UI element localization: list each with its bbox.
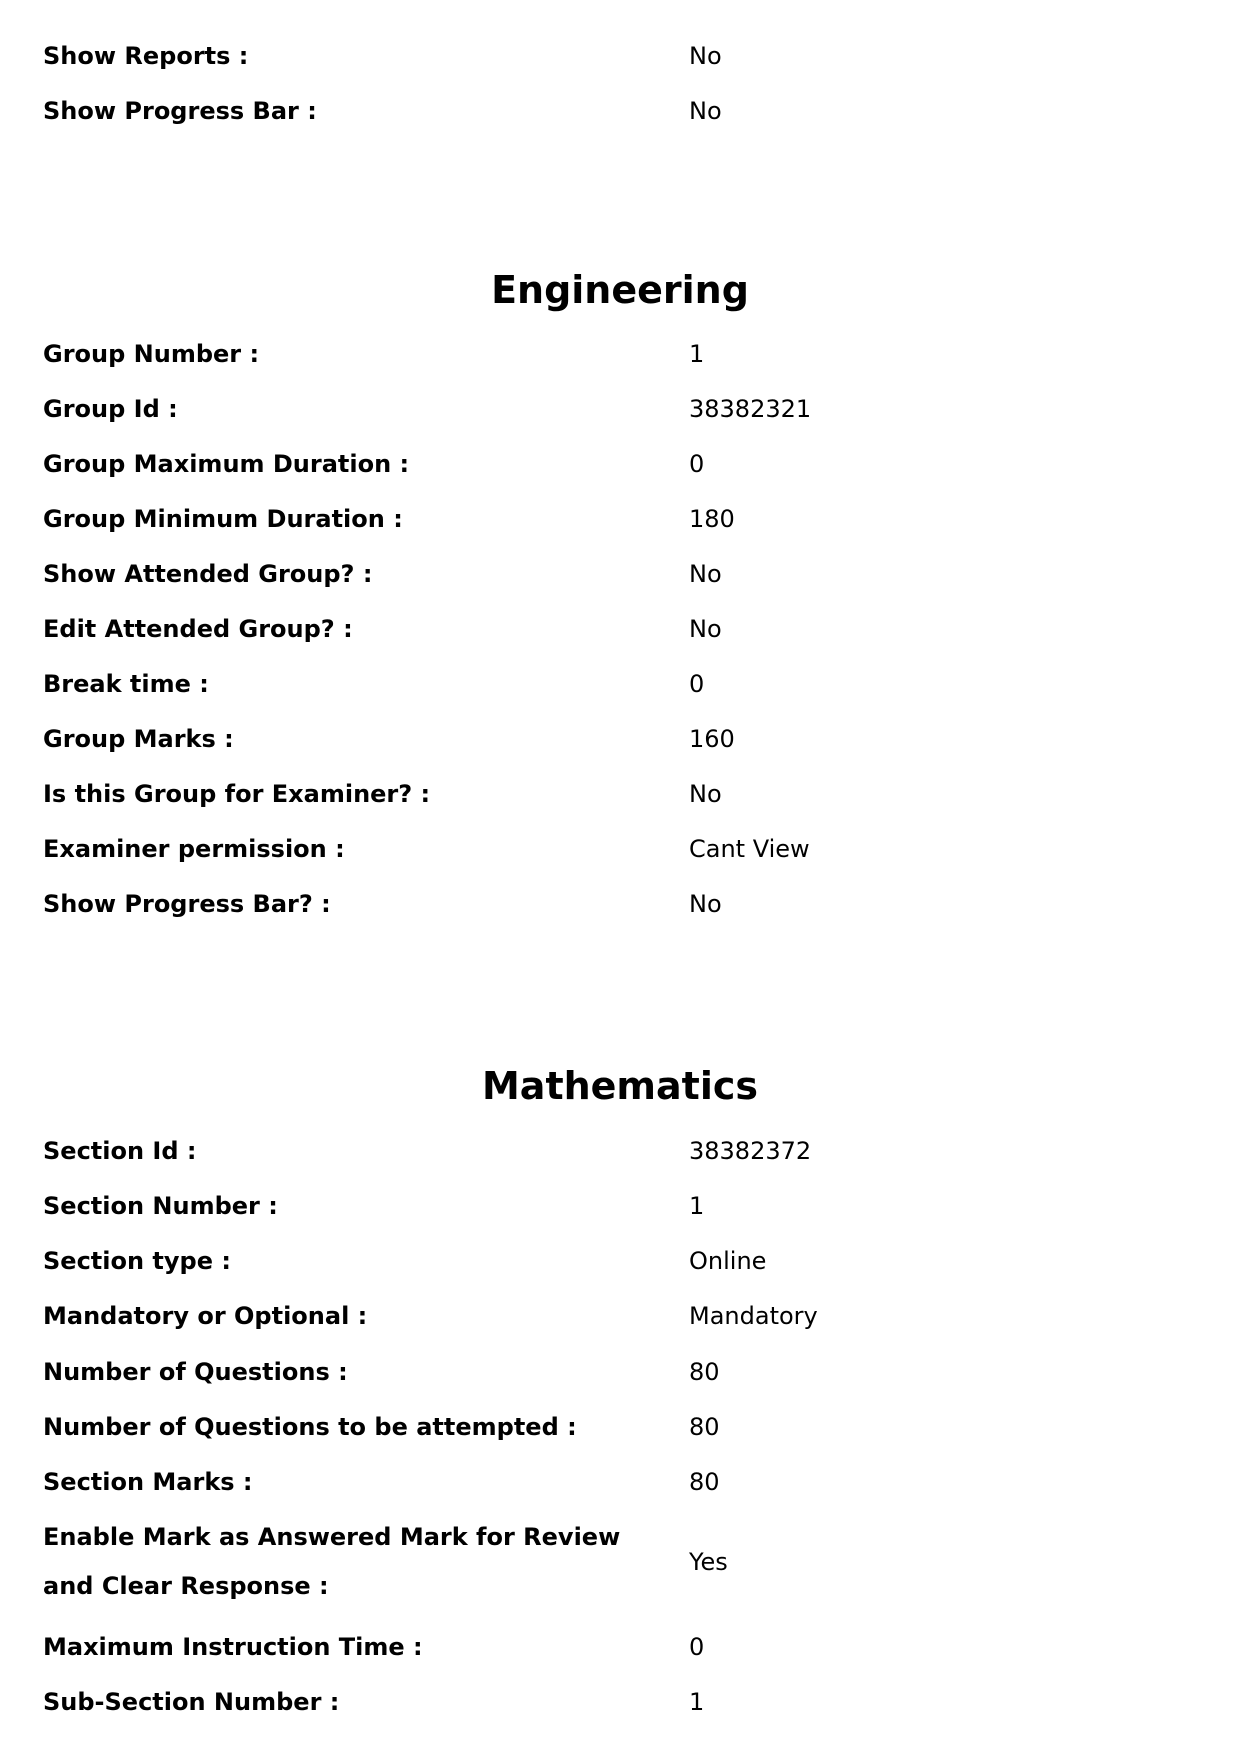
field-label: Group Id : bbox=[43, 395, 178, 423]
field-label: Show Reports : bbox=[43, 42, 249, 70]
info-row-section-marks bbox=[43, 1458, 1193, 1507]
info-row-show-progress-bar-group bbox=[43, 880, 1193, 929]
info-row-section-type bbox=[43, 1237, 1193, 1286]
field-value: Yes bbox=[689, 1547, 728, 1576]
field-label: Number of Questions : bbox=[43, 1358, 348, 1386]
field-label: Show Attended Group? : bbox=[43, 560, 373, 588]
field-label: Maximum Instruction Time : bbox=[43, 1633, 423, 1661]
field-value: Mandatory bbox=[689, 1302, 818, 1330]
field-value: 180 bbox=[689, 505, 735, 533]
info-row-show-progress-bar bbox=[43, 87, 1193, 136]
field-value: 38382372 bbox=[689, 1137, 812, 1165]
info-row-mandatory-optional bbox=[43, 1292, 1193, 1341]
engineering-title: Engineering bbox=[491, 268, 749, 312]
info-row-break-time bbox=[43, 660, 1193, 709]
info-row-show-reports bbox=[43, 32, 1193, 81]
info-row-group-min-duration bbox=[43, 495, 1193, 544]
info-row-enable-mark-as-answered bbox=[43, 1513, 1193, 1611]
field-value: 0 bbox=[689, 1633, 705, 1661]
field-label: Section Marks : bbox=[43, 1468, 253, 1496]
field-label: Examiner permission : bbox=[43, 835, 345, 863]
field-value: 80 bbox=[689, 1468, 720, 1496]
field-label: Show Progress Bar? : bbox=[43, 890, 331, 918]
field-value: 80 bbox=[689, 1358, 720, 1386]
info-row-group-for-examiner bbox=[43, 770, 1193, 819]
field-label: Group Marks : bbox=[43, 725, 234, 753]
field-value: 1 bbox=[689, 1688, 705, 1716]
field-label: Group Number : bbox=[43, 340, 260, 368]
field-label: Show Progress Bar : bbox=[43, 97, 317, 125]
field-value: No bbox=[689, 890, 722, 918]
info-row-number-of-questions bbox=[43, 1348, 1193, 1397]
info-row-section-number bbox=[43, 1182, 1193, 1231]
field-label: Group Maximum Duration : bbox=[43, 450, 410, 478]
info-row-group-max-duration bbox=[43, 440, 1193, 489]
field-label: Section Id : bbox=[43, 1137, 197, 1165]
field-label: Edit Attended Group? : bbox=[43, 615, 353, 643]
info-row-questions-to-attempt bbox=[43, 1403, 1193, 1452]
info-row-show-attended-group bbox=[43, 550, 1193, 599]
field-value: 160 bbox=[689, 725, 735, 753]
info-row-examiner-permission bbox=[43, 825, 1193, 874]
info-row-section-id bbox=[43, 1127, 1193, 1176]
field-label: Section type : bbox=[43, 1247, 231, 1275]
info-row-max-instruction-time bbox=[43, 1623, 1193, 1672]
field-label: Mandatory or Optional : bbox=[43, 1302, 368, 1330]
info-row-group-marks bbox=[43, 715, 1193, 764]
field-value: No bbox=[689, 560, 722, 588]
field-value: No bbox=[689, 97, 722, 125]
field-value: No bbox=[689, 780, 722, 808]
field-value: 1 bbox=[689, 340, 705, 368]
info-row-group-number bbox=[43, 330, 1193, 379]
field-label: Enable Mark as Answered Mark for Review and Clear Response : bbox=[43, 1523, 621, 1600]
field-value: 80 bbox=[689, 1413, 720, 1441]
field-value: Cant View bbox=[689, 835, 810, 863]
field-label: Is this Group for Examiner? : bbox=[43, 780, 431, 808]
field-label: Break time : bbox=[43, 670, 209, 698]
info-row-sub-section-number bbox=[43, 1678, 1193, 1727]
field-label: Number of Questions to be attempted : bbox=[43, 1413, 577, 1441]
mathematics-title: Mathematics bbox=[481, 1064, 759, 1108]
field-value: No bbox=[689, 615, 722, 643]
field-value: 0 bbox=[689, 670, 705, 698]
field-label: Section Number : bbox=[43, 1192, 278, 1220]
field-value: Online bbox=[689, 1247, 767, 1275]
field-value: 1 bbox=[689, 1192, 705, 1220]
info-row-group-id bbox=[43, 385, 1193, 434]
field-label: Group Minimum Duration : bbox=[43, 505, 403, 533]
field-value: 0 bbox=[689, 450, 705, 478]
info-row-edit-attended-group bbox=[43, 605, 1193, 654]
field-label: Sub-Section Number : bbox=[43, 1688, 340, 1716]
field-value: 38382321 bbox=[689, 395, 812, 423]
field-value: No bbox=[689, 42, 722, 70]
